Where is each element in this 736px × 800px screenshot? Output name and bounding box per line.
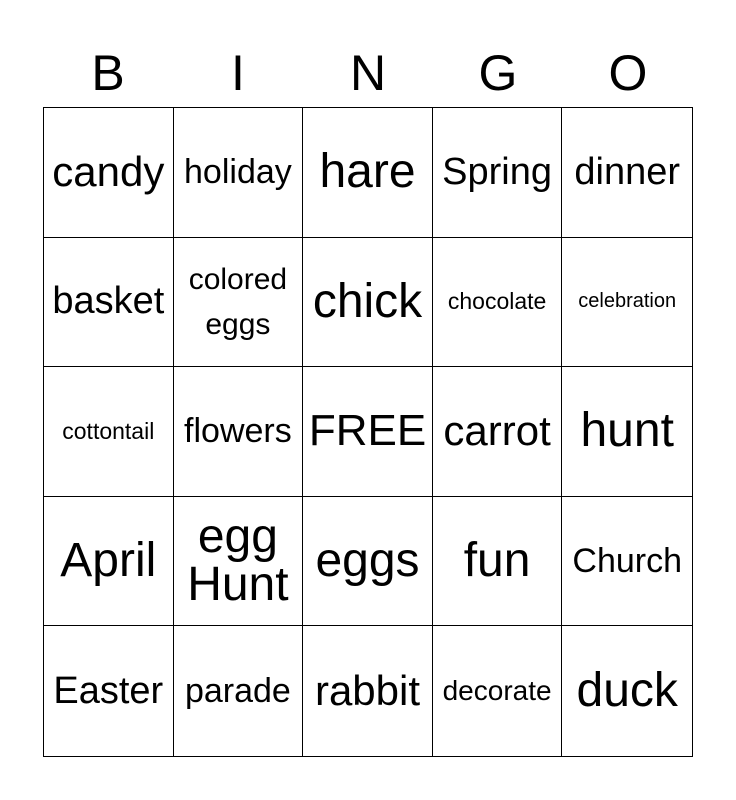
cell-label: April xyxy=(60,534,157,588)
cell-label: flowers xyxy=(184,411,292,450)
bingo-header xyxy=(43,40,693,106)
bingo-cell[interactable] xyxy=(562,238,692,368)
bingo-cell[interactable] xyxy=(174,108,304,238)
free-space[interactable] xyxy=(303,367,433,497)
cell-label: celebration xyxy=(578,290,677,313)
bingo-cell[interactable] xyxy=(303,626,433,756)
cell-label: Easter xyxy=(53,669,164,712)
bingo-cell[interactable] xyxy=(44,626,174,756)
bingo-cell[interactable] xyxy=(433,238,563,368)
cell-label: holiday xyxy=(184,152,292,191)
cell-label: carrot xyxy=(443,407,551,455)
bingo-cell[interactable] xyxy=(562,497,692,627)
cell-label: colored eggs xyxy=(188,262,288,341)
cell-label: Church xyxy=(572,541,682,580)
bingo-cell[interactable] xyxy=(174,238,304,368)
cell-label: fun xyxy=(463,534,531,588)
cell-label: cottontail xyxy=(62,417,155,444)
cell-label: eggs xyxy=(315,534,420,588)
bingo-cell[interactable] xyxy=(562,626,692,756)
cell-label: candy xyxy=(52,148,165,196)
cell-label: decorate xyxy=(442,675,552,707)
bingo-cell[interactable] xyxy=(562,108,692,238)
cell-label: hare xyxy=(319,145,416,199)
bingo-cell[interactable] xyxy=(433,626,563,756)
bingo-cell[interactable] xyxy=(44,367,174,497)
header-letter-o: O xyxy=(608,45,648,101)
bingo-cell[interactable] xyxy=(433,497,563,627)
bingo-cell[interactable] xyxy=(303,238,433,368)
header-letter-i: I xyxy=(231,45,245,101)
cell-label: basket xyxy=(52,280,165,323)
bingo-cell[interactable] xyxy=(303,497,433,627)
bingo-cell[interactable] xyxy=(303,108,433,238)
header-letter-g: G xyxy=(478,45,518,101)
cell-label: hunt xyxy=(580,404,674,458)
header-letter-b: B xyxy=(91,45,125,101)
cell-label: duck xyxy=(576,664,678,718)
bingo-cell[interactable] xyxy=(44,238,174,368)
cell-label: rabbit xyxy=(314,667,421,715)
bingo-cell[interactable] xyxy=(44,497,174,627)
bingo-cell[interactable] xyxy=(433,108,563,238)
bingo-board xyxy=(43,107,693,757)
bingo-cell[interactable] xyxy=(562,367,692,497)
cell-label: Spring xyxy=(442,150,553,193)
bingo-cell[interactable] xyxy=(174,367,304,497)
bingo-cell[interactable] xyxy=(174,497,304,627)
bingo-cell[interactable] xyxy=(44,108,174,238)
cell-label: egg Hunt xyxy=(187,510,289,612)
bingo-cell[interactable] xyxy=(174,626,304,756)
cell-label: chick xyxy=(312,274,423,328)
cell-label: FREE xyxy=(308,406,427,456)
header-letter-n: N xyxy=(349,45,387,101)
cell-label: parade xyxy=(184,671,291,710)
cell-label: dinner xyxy=(574,150,681,193)
bingo-cell[interactable] xyxy=(433,367,563,497)
cell-label: chocolate xyxy=(447,288,547,315)
